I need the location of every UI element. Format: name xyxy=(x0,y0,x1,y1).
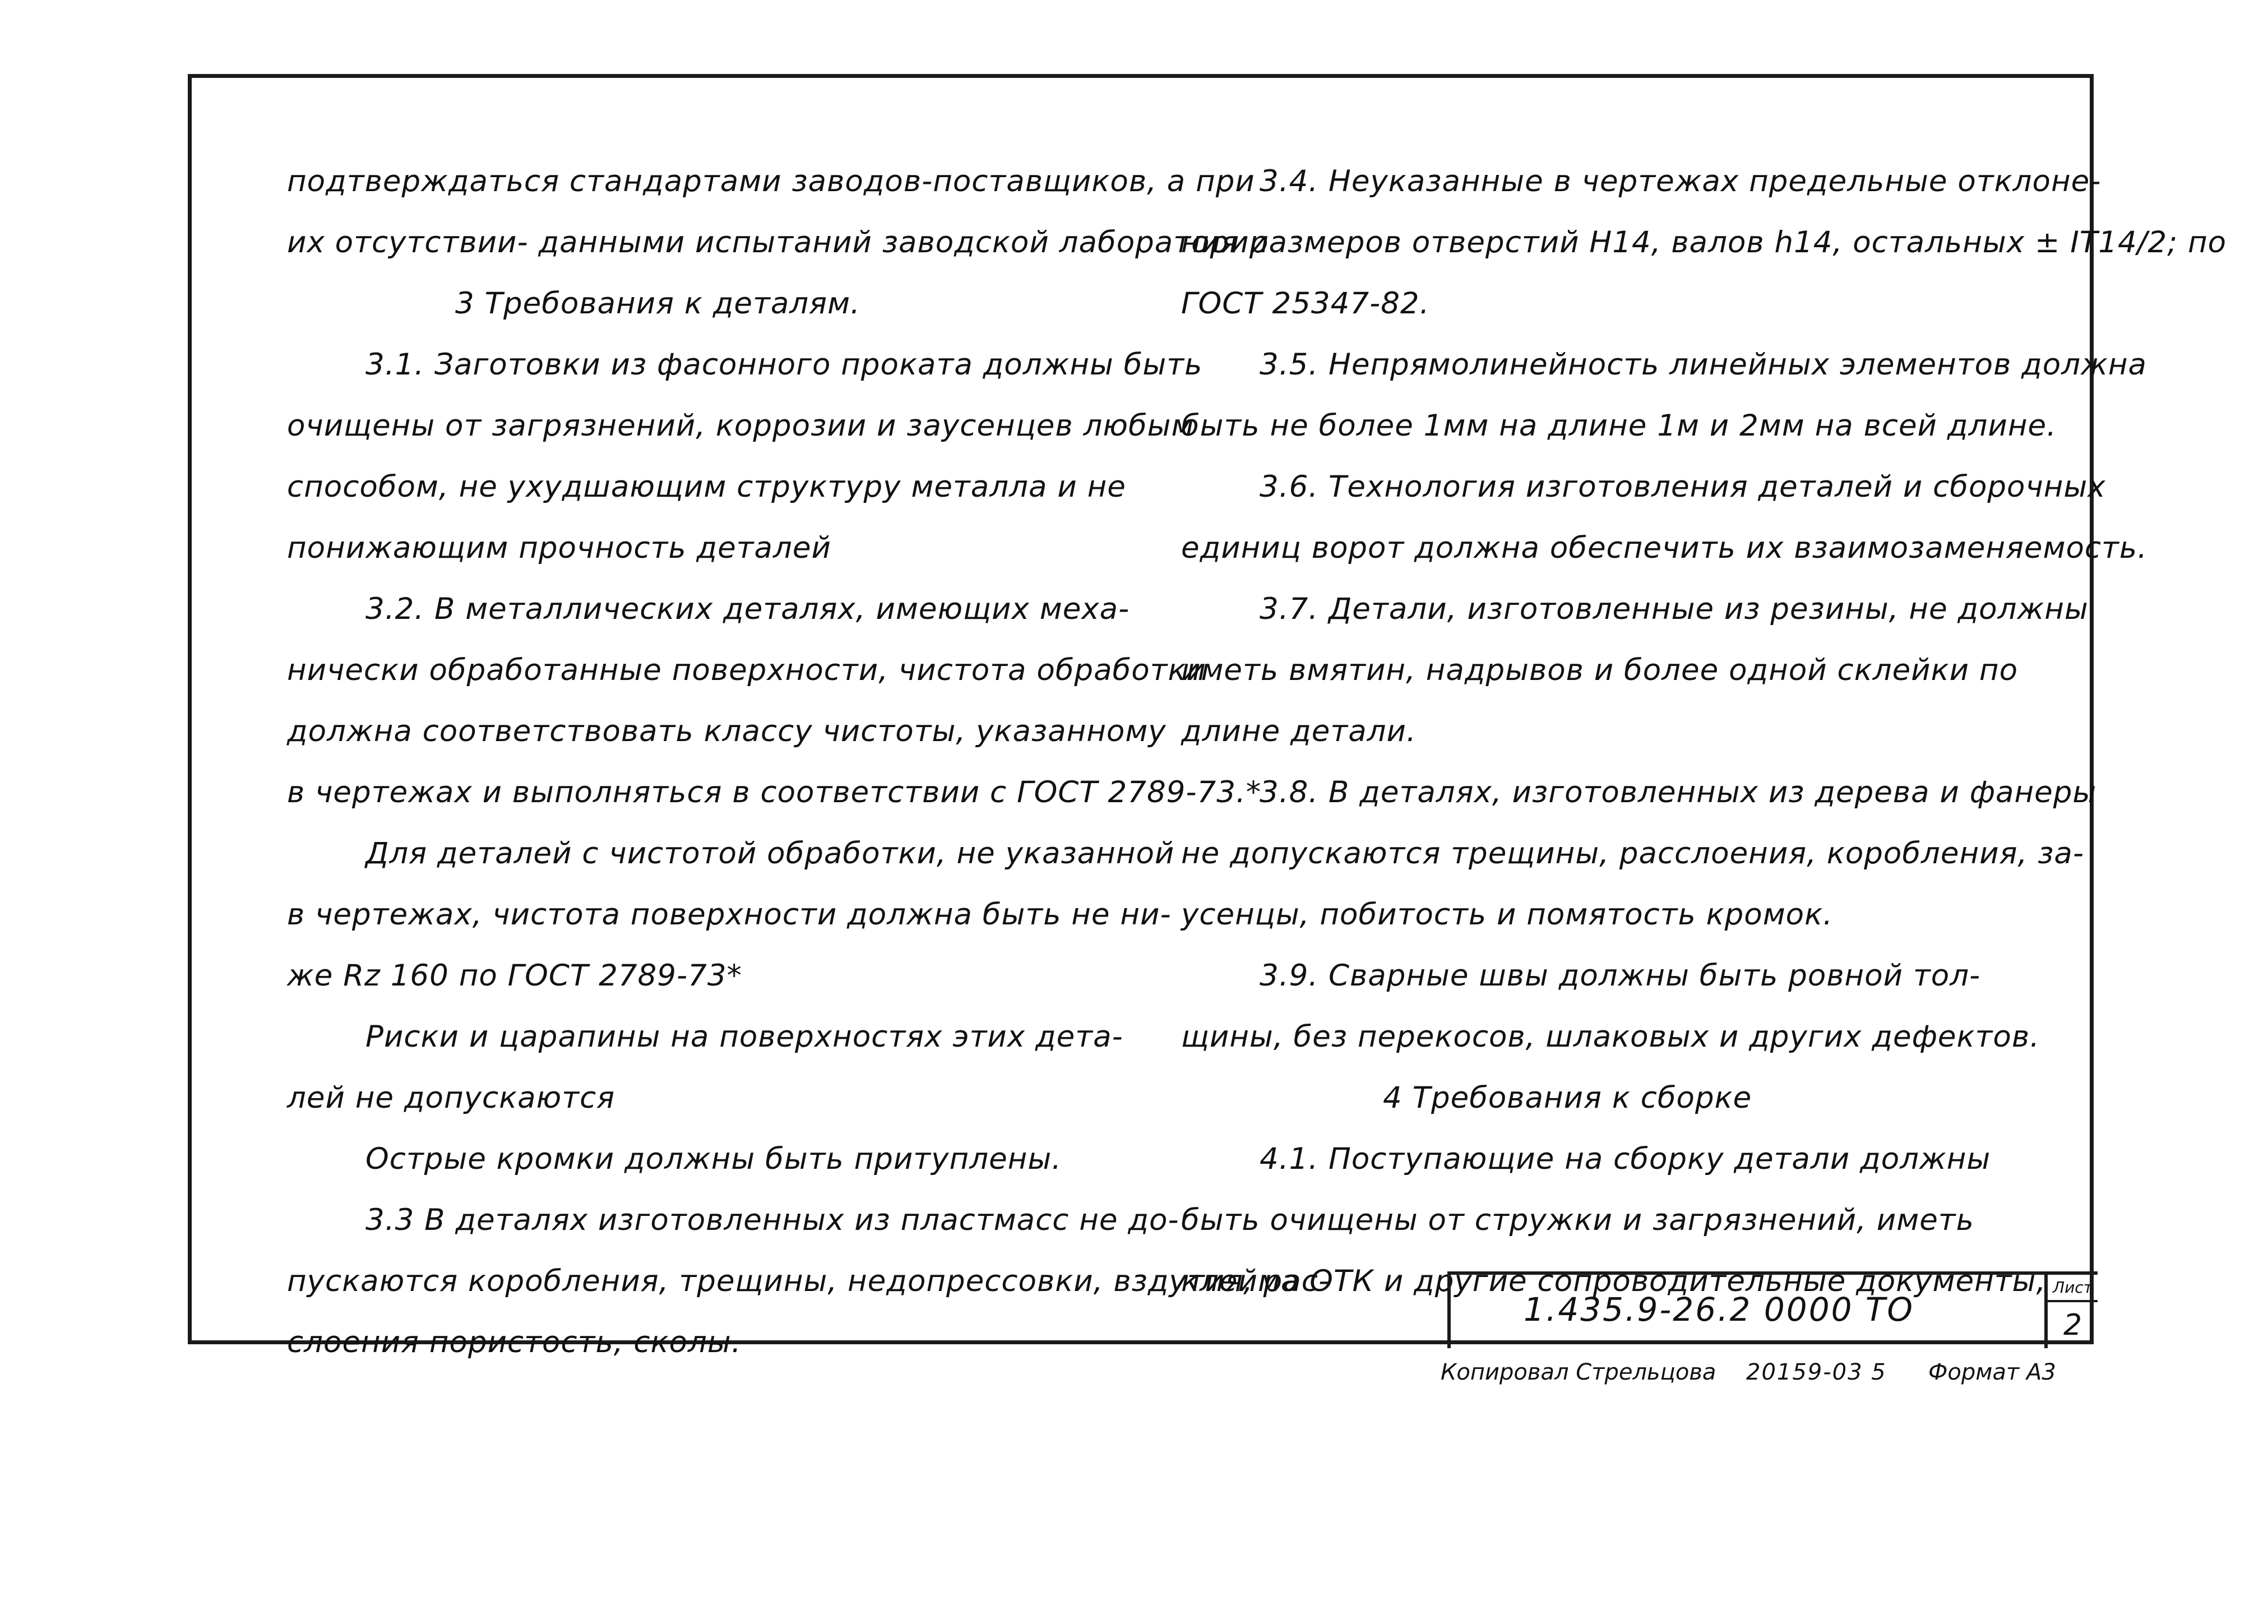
text-line: длине детали. xyxy=(1181,714,1417,748)
text-line: усенцы, побитость и помятость кромок. xyxy=(1181,897,1833,932)
text-line: в чертежах и выполняться в соответствии с ГОСТ 2789-73.* xyxy=(287,775,1262,809)
text-line: пускаются коробления, трещины, недопрессовки, вздутия, рас- xyxy=(287,1264,1330,1298)
text-line: 3.4. Неуказанные в чертежах предельные отклоне- xyxy=(1260,164,2102,198)
text-line: 3.1. Заготовки из фасонного проката должны быть xyxy=(365,348,1203,382)
text-line: же Rz 160 по ГОСТ 2789-73* xyxy=(287,959,743,993)
paper-format: Формат А3 xyxy=(1928,1359,2056,1385)
text-line: должна соответствовать классу чистоты, указанному xyxy=(287,714,1167,748)
text-line: быть очищены от стружки и загрязнений, иметь xyxy=(1181,1203,1974,1237)
order-code: 20159-03 5 xyxy=(1746,1359,1887,1385)
text-line: 4.1. Поступающие на сборку детали должны xyxy=(1260,1142,1991,1176)
text-line: очищены от загрязнений, коррозии и заусенцев любым xyxy=(287,409,1195,443)
sheet-number-cell xyxy=(2044,1275,2098,1348)
text-line: иметь вмятин, надрывов и более одной склейки по xyxy=(1181,653,2019,687)
document-code: 1.435.9-26.2 0000 ТО xyxy=(1524,1290,1915,1329)
text-line: Для деталей с чистотой обработки, не указанной xyxy=(365,836,1175,871)
text-line: 3.7. Детали, изготовленные из резины, не должны xyxy=(1260,592,2089,626)
section-heading: 4 Требования к сборке xyxy=(1383,1081,1752,1115)
title-block-stamp xyxy=(1447,1271,2098,1348)
text-line: нически обработанные поверхности, чистота обработки xyxy=(287,653,1206,687)
text-line: быть не более 1мм на длине 1м и 2мм на всей длине. xyxy=(1181,409,2057,443)
text-line: клейма ОТК и другие сопроводительные документы, xyxy=(1181,1264,2047,1298)
section-heading: 3 Требования к деталям. xyxy=(455,286,860,321)
text-line: подтверждаться стандартами заводов-поставщиков, а при xyxy=(287,164,1255,198)
text-line: 3.9. Сварные швы должны быть ровной тол- xyxy=(1260,959,1981,993)
text-line: 3.2. В металлических деталях, имеющих меха- xyxy=(365,592,1130,626)
sheet-label: Лист xyxy=(2048,1275,2098,1302)
text-line: единиц ворот должна обеспечить их взаимозаменяемость. xyxy=(1181,531,2147,565)
text-line: способом, не ухудшающим структуру металла и не xyxy=(287,470,1126,504)
text-line: слоения пористость, сколы. xyxy=(287,1325,742,1359)
text-line: щины, без перекосов, шлаковых и других дефектов. xyxy=(1181,1020,2040,1054)
text-line: не допускаются трещины, расслоения, коробления, за- xyxy=(1181,836,2084,871)
copied-by-note: Копировал Стрельцова xyxy=(1441,1359,1716,1385)
text-line: ГОСТ 25347-82. xyxy=(1181,286,1430,321)
text-line: в чертежах, чистота поверхности должна быть не ни- xyxy=(287,897,1172,932)
text-line: Риски и царапины на поверхностях этих дета- xyxy=(365,1020,1123,1054)
sheet-number: 2 xyxy=(2063,1308,2082,1342)
text-line: ния размеров отверстий Н14, валов h14, остальных ± IT14/2; по xyxy=(1181,225,2227,260)
text-line: 3.8. В деталях, изготовленных из дерева и фанеры xyxy=(1260,775,2097,809)
text-line: лей не допускаются xyxy=(287,1081,615,1115)
drawing-sheet-frame xyxy=(188,74,2227,1359)
text-line: понижающим прочность деталей xyxy=(287,531,831,565)
text-line: их отсутствии- данными испытаний заводской лаборатории xyxy=(287,225,1270,260)
text-line: 3.6. Технология изготовления деталей и сборочных xyxy=(1260,470,2106,504)
text-line: Острые кромки должны быть притуплены. xyxy=(365,1142,1062,1176)
text-line: 3.3 В деталях изготовленных из пластмасс не до- xyxy=(365,1203,1179,1237)
text-line: 3.5. Непрямолинейность линейных элементов должна xyxy=(1260,348,2147,382)
